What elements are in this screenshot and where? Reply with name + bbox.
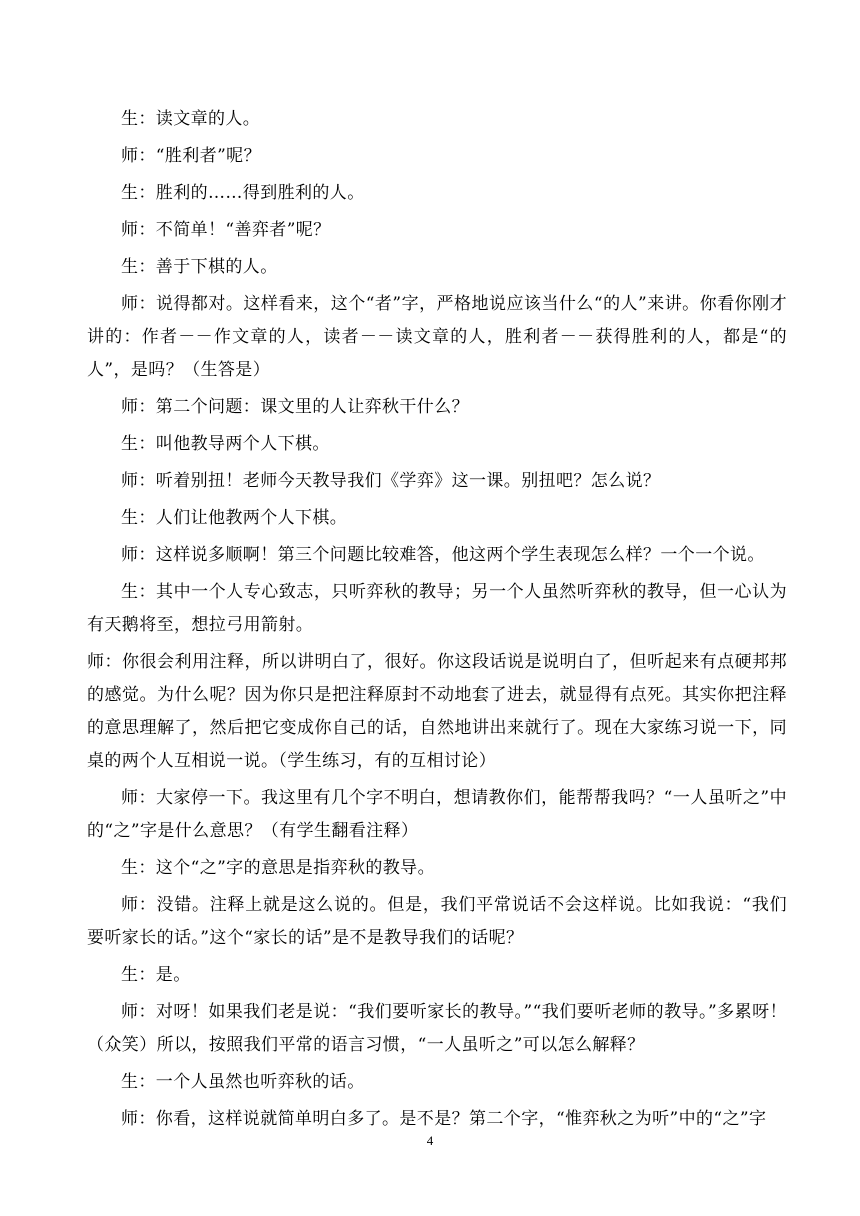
dialogue-paragraph: 师：第二个问题：课文里的人让弈秋干什么？ [121, 397, 469, 417]
dialogue-paragraph: 生：是。 [121, 965, 191, 985]
document-body [87, 103, 787, 1140]
dialogue-paragraph: 师：你很会利用注释，所以讲明白了，很好。你这段话说是说明白了，但听起来有点硬邦邦的感觉。为什么呢？因为你只是把注释原封不动地套了进去，就显得有点死。其实你把注释的意思理解了，然后把它变成你自己的话，自然地讲出来就行了。现在大家练习说一下，同桌的两个人互相说一说。（学生练习，有的互相讨论） [87, 652, 787, 771]
dialogue-paragraph: 生：其中一个人专心致志，只听弈秋的教导；另一个人虽然听弈秋的教导，但一心认为有天鹅将至，想拉弓用箭射。 [87, 582, 787, 635]
dialogue-paragraph: 生：一个人虽然也听弈秋的话。 [121, 1072, 365, 1092]
dialogue-paragraph: 师：没错。注释上就是这么说的。但是，我们平常说话不会这样说。比如我说：“我们要听家长的话。”这个“家长的话”是不是教导我们的话呢？ [87, 895, 787, 948]
dialogue-paragraph: 师：你看，这样说就简单明白多了。是不是？第二个字，“惟弈秋之为听”中的“之”字 [121, 1109, 767, 1129]
dialogue-paragraph: 生：善于下棋的人。 [121, 257, 278, 277]
dialogue-paragraph: 师：听着别扭！老师今天教导我们《学弈》这一课。别扭吧？怎么说？ [121, 471, 661, 491]
dialogue-paragraph: 师：“胜利者”呢？ [121, 146, 261, 166]
dialogue-paragraph: 师：不简单！“善弈者”呢？ [121, 220, 331, 240]
dialogue-paragraph: 师：大家停一下。我这里有几个字不明白，想请教你们，能帮帮我吗？“一人虽听之”中的“之”字是什么意思？（有学生翻看注释） [87, 788, 787, 841]
dialogue-paragraph: 生：读文章的人。 [121, 109, 261, 129]
dialogue-paragraph: 师：对呀！如果我们老是说：“我们要听家长的教导。”“我们要听老师的教导。”多累呀！（众笑）所以，按照我们平常的语言习惯，“一人虽听之”可以怎么解释？ [87, 1002, 787, 1055]
dialogue-paragraph: 生：这个“之”字的意思是指弈秋的教导。 [121, 858, 435, 878]
dialogue-paragraph: 师：这样说多顺啊！第三个问题比较难答，他这两个学生表现怎么样？一个一个说。 [121, 545, 765, 565]
dialogue-paragraph: 师：说得都对。这样看来，这个“者”字，严格地说应该当什么“的人”来讲。你看你刚才讲的：作者－－作文章的人，读者－－读文章的人，胜利者－－获得胜利的人，都是“的人”，是吗？（生答是） [87, 294, 787, 380]
page-number: 4 [426, 1133, 434, 1148]
dialogue-paragraph: 生：人们让他教两个人下棋。 [121, 508, 348, 528]
dialogue-paragraph: 生：叫他教导两个人下棋。 [121, 434, 330, 454]
dialogue-paragraph: 生：胜利的……得到胜利的人。 [121, 183, 365, 203]
